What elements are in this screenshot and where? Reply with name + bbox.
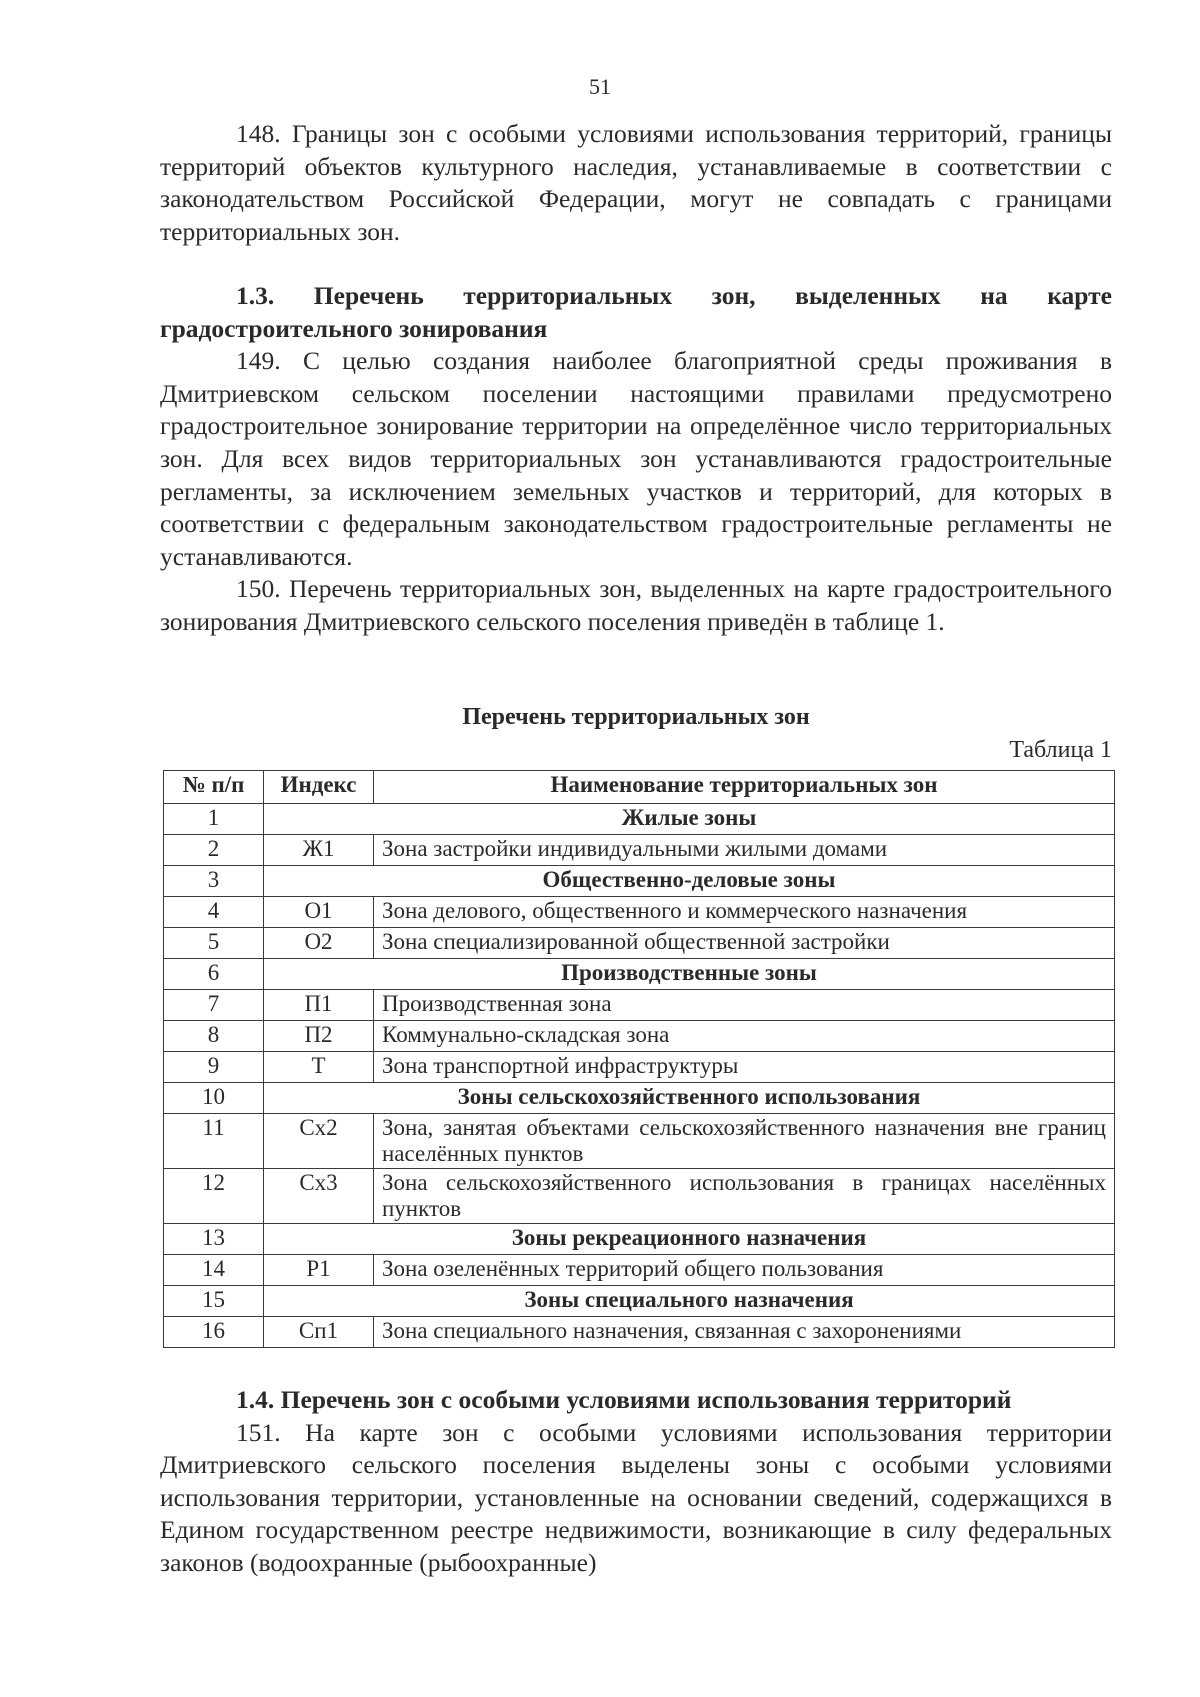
row-number: 14 — [164, 1255, 264, 1286]
table-row — [164, 1224, 1115, 1255]
zone-index: Сх3 — [264, 1169, 374, 1224]
zone-index: Р1 — [264, 1255, 374, 1286]
table-row — [164, 1255, 1115, 1286]
row-number: 12 — [164, 1169, 264, 1224]
row-number: 9 — [164, 1052, 264, 1083]
zone-group-title: Зоны специального назначения — [264, 1286, 1115, 1317]
row-number: 3 — [164, 866, 264, 897]
table-header-row — [164, 771, 1115, 804]
zone-index: П1 — [264, 990, 374, 1021]
table-row — [164, 866, 1115, 897]
table-title: Перечень территориальных зон — [462, 704, 810, 730]
zone-group-title: Зоны рекреационного назначения — [264, 1224, 1115, 1255]
table-row — [164, 1021, 1115, 1052]
table-row — [164, 1169, 1115, 1224]
zone-name: Производственная зона — [374, 990, 1115, 1021]
row-number: 8 — [164, 1021, 264, 1052]
zone-name: Зона сельскохозяйственного использования в границах населённых пунктов — [374, 1169, 1115, 1224]
table-row — [164, 804, 1115, 835]
zone-name: Зона делового, общественного и коммерческого назначения — [374, 897, 1115, 928]
zone-group-title: Производственные зоны — [264, 959, 1115, 990]
row-number: 16 — [164, 1317, 264, 1348]
zone-name: Коммунально-складская зона — [374, 1021, 1115, 1052]
row-number: 13 — [164, 1224, 264, 1255]
zone-index: П2 — [264, 1021, 374, 1052]
paragraph-148: 148. Границы зон с особыми условиями использования территорий, границы территорий объектов культурного наследия, устанавливаемые в соответствии с законодательством Российской Федерации, могут не совпадать с границами территориальных зон. — [160, 119, 1112, 246]
zone-name: Зона специального назначения, связанная с захоронениями — [374, 1317, 1115, 1348]
zone-index: Сх2 — [264, 1114, 374, 1169]
zones-table — [163, 770, 1115, 1348]
zone-name: Зона озеленённых территорий общего пользования — [374, 1255, 1115, 1286]
table-row — [164, 1052, 1115, 1083]
section-1-4 — [160, 1384, 1112, 1580]
zone-index: О1 — [264, 897, 374, 928]
table-row — [164, 1114, 1115, 1169]
row-number: 6 — [164, 959, 264, 990]
page-number: 51 — [589, 74, 611, 99]
zone-name: Зона застройки индивидуальными жилыми домами — [374, 835, 1115, 866]
table-row — [164, 959, 1115, 990]
table-row — [164, 1317, 1115, 1348]
paragraph-148-block — [160, 118, 1112, 248]
section-1-3 — [160, 280, 1112, 639]
table-row — [164, 990, 1115, 1021]
section-1-3-title: 1.3. Перечень территориальных зон, выделенных на карте градостроительного зонирования — [160, 281, 1112, 343]
header-number: № п/п — [164, 771, 264, 804]
zone-name: Зона, занятая объектами сельскохозяйственного назначения вне границ населённых пунктов — [374, 1114, 1115, 1169]
zone-index: О2 — [264, 928, 374, 959]
row-number: 11 — [164, 1114, 264, 1169]
header-index: Индекс — [264, 771, 374, 804]
table-row — [164, 835, 1115, 866]
row-number: 15 — [164, 1286, 264, 1317]
table-row — [164, 1083, 1115, 1114]
section-1-4-title: 1.4. Перечень зон с особыми условиями использования территорий — [236, 1385, 1012, 1414]
row-number: 2 — [164, 835, 264, 866]
row-number: 4 — [164, 897, 264, 928]
table-label: Таблица 1 — [1009, 737, 1112, 763]
zone-group-title: Зоны сельскохозяйственного использования — [264, 1083, 1115, 1114]
row-number: 10 — [164, 1083, 264, 1114]
zone-index: Ж1 — [264, 835, 374, 866]
paragraph-149: 149. С целью создания наиболее благоприятной среды проживания в Дмитриевском сельском поселении настоящими правилами предусмотрено градостроительное зонирование территории на определённое число территориальных зон. Для всех видов территориальных зон устанавливаются градостроительные регламенты, за исключением земельных участков и территорий, для которых в соответствии с федеральным законодательством градостроительные регламенты не устанавливаются. — [160, 346, 1112, 571]
table-row — [164, 928, 1115, 959]
zone-group-title: Общественно-деловые зоны — [264, 866, 1115, 897]
header-name: Наименование территориальных зон — [374, 771, 1115, 804]
row-number: 5 — [164, 928, 264, 959]
row-number: 1 — [164, 804, 264, 835]
paragraph-150: 150. Перечень территориальных зон, выделенных на карте градостроительного зонирования Дмитриевского сельского поселения приведён в таблице 1. — [160, 574, 1112, 636]
table-row — [164, 1286, 1115, 1317]
row-number: 7 — [164, 990, 264, 1021]
zone-group-title: Жилые зоны — [264, 804, 1115, 835]
zone-name: Зона специализированной общественной застройки — [374, 928, 1115, 959]
zone-index: Сп1 — [264, 1317, 374, 1348]
zone-index: Т — [264, 1052, 374, 1083]
table-row — [164, 897, 1115, 928]
paragraph-151: 151. На карте зон с особыми условиями использования территории Дмитриевского сельского поселения выделены зоны с особыми условиями использования территории, установленные на основании сведений, содержащихся в Едином государственном реестре недвижимости, возникающие в силу федеральных законов (водоохранные (рыбоохранные) — [160, 1417, 1112, 1577]
zone-name: Зона транспортной инфраструктуры — [374, 1052, 1115, 1083]
